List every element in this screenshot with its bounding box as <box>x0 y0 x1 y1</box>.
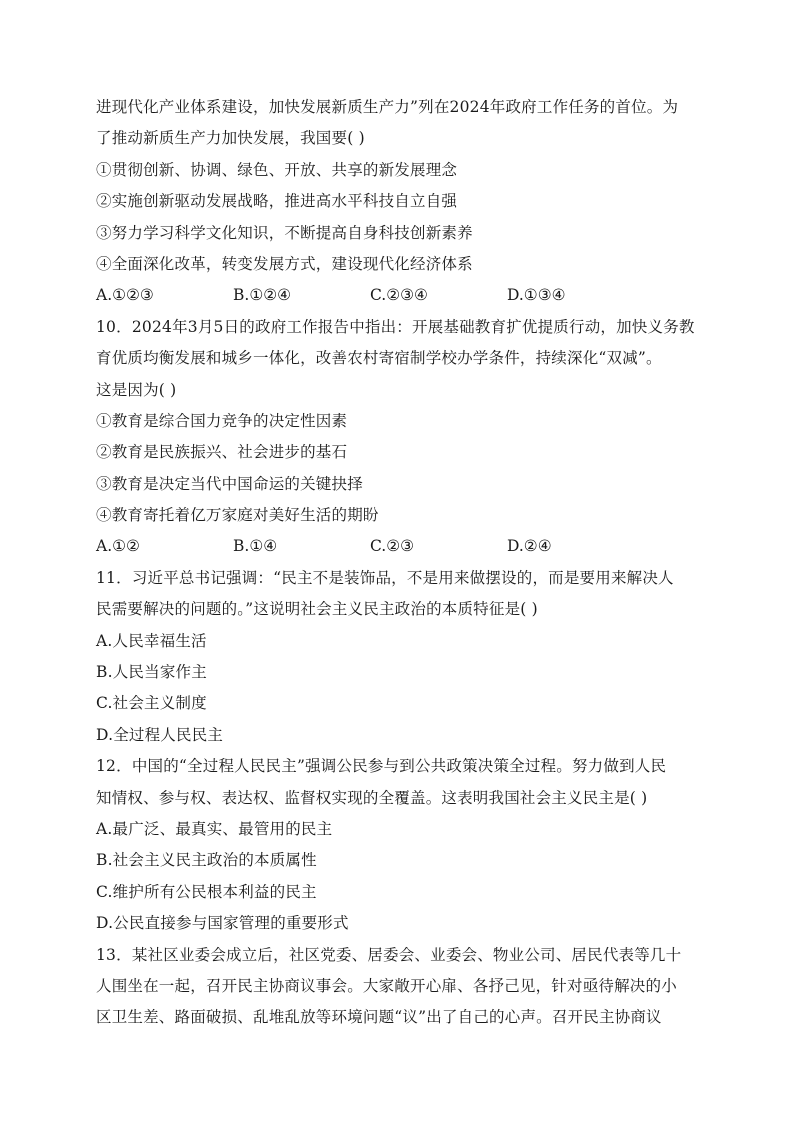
option-c: C.社会主义制度 <box>96 694 207 713</box>
statement-item: ①教育是综合国力竞争的决定性因素 <box>96 411 348 430</box>
answer-options <box>96 280 696 311</box>
option-a: A.①② <box>96 537 140 556</box>
option-b: B.人民当家作主 <box>96 663 207 682</box>
option-c: C.②③ <box>370 537 415 556</box>
option-b: B.①④ <box>233 537 278 556</box>
question-stem-line: 10．2024年3月5日的政府工作报告中指出：开展基础教育扩优提质行动，加快义务教 <box>96 317 695 336</box>
question-stem-line: 13．某社区业委会成立后，社区党委、居委会、业委会、物业公司、居民代表等几十 <box>96 945 682 964</box>
question-10 <box>96 312 696 563</box>
option-d: D.②④ <box>507 537 552 556</box>
question-stem-line: 11．习近平总书记强调：“民主不是装饰品，不是用来做摆设的，而是要用来解决人 <box>96 568 674 587</box>
option-a: A.人民幸福生活 <box>96 631 207 650</box>
question-stem-line: 12．中国的“全过程人民民主”强调公民参与到公共政策决策全过程。努力做到人民 <box>96 757 667 776</box>
option-a: A.①②③ <box>96 286 154 305</box>
question-stem-line: 知情权、参与权、表达权、监督权实现的全覆盖。这表明我国社会主义民主是( ) <box>96 788 648 807</box>
statement-item: ③努力学习科学文化知识，不断提高自身科技创新素养 <box>96 223 473 242</box>
statement-item: ④教育寄托着亿万家庭对美好生活的期盼 <box>96 506 379 525</box>
answer-options <box>96 531 696 562</box>
statement-item: ③教育是决定当代中国命运的关键抉择 <box>96 474 363 493</box>
exam-page <box>96 92 696 1034</box>
option-c: C.②③④ <box>370 286 428 305</box>
question-stem-line: 民需要解决的问题的。”这说明社会主义民主政治的本质特征是( ) <box>96 600 538 619</box>
question-stem-line: 了推动新质生产力加快发展，我国要( ) <box>96 129 365 148</box>
question-stem-line: 区卫生差、路面破损、乱堆乱放等环境问题“议”出了自己的心声。召开民主协商议 <box>96 1008 662 1027</box>
option-d: D.①③④ <box>507 286 566 305</box>
question-stem-line: 进现代化产业体系建设，加快发展新质生产力”列在2024年政府工作任务的首位。为 <box>96 98 679 116</box>
option-d: D.公民直接参与国家管理的重要形式 <box>96 914 349 933</box>
statement-item: ④全面深化改革，转变发展方式，建设现代化经济体系 <box>96 254 473 273</box>
statement-item: ①贯彻创新、协调、绿色、开放、共享的新发展理念 <box>96 160 458 179</box>
question-13 <box>96 940 696 1034</box>
statement-item: ②实施创新驱动发展战略，推进高水平科技自立自强 <box>96 192 458 211</box>
question-stem-line: 这是因为( ) <box>96 380 177 399</box>
statement-item: ②教育是民族振兴、社会进步的基石 <box>96 443 348 462</box>
option-a: A.最广泛、最真实、最管用的民主 <box>96 819 333 838</box>
option-b: B.①②④ <box>233 286 292 305</box>
question-11 <box>96 563 696 751</box>
question-9 <box>96 92 696 312</box>
option-c: C.维护所有公民根本利益的民主 <box>96 882 317 901</box>
question-stem-line: 育优质均衡发展和城乡一体化，改善农村寄宿制学校办学条件，持续深化“双减”。 <box>96 349 662 368</box>
question-12 <box>96 751 696 939</box>
option-d: D.全过程人民民主 <box>96 725 224 744</box>
option-b: B.社会主义民主政治的本质属性 <box>96 851 317 870</box>
question-stem-line: 人围坐在一起，召开民主协商议事会。大家敞开心扉、各抒己见，针对亟待解决的小 <box>96 976 677 995</box>
